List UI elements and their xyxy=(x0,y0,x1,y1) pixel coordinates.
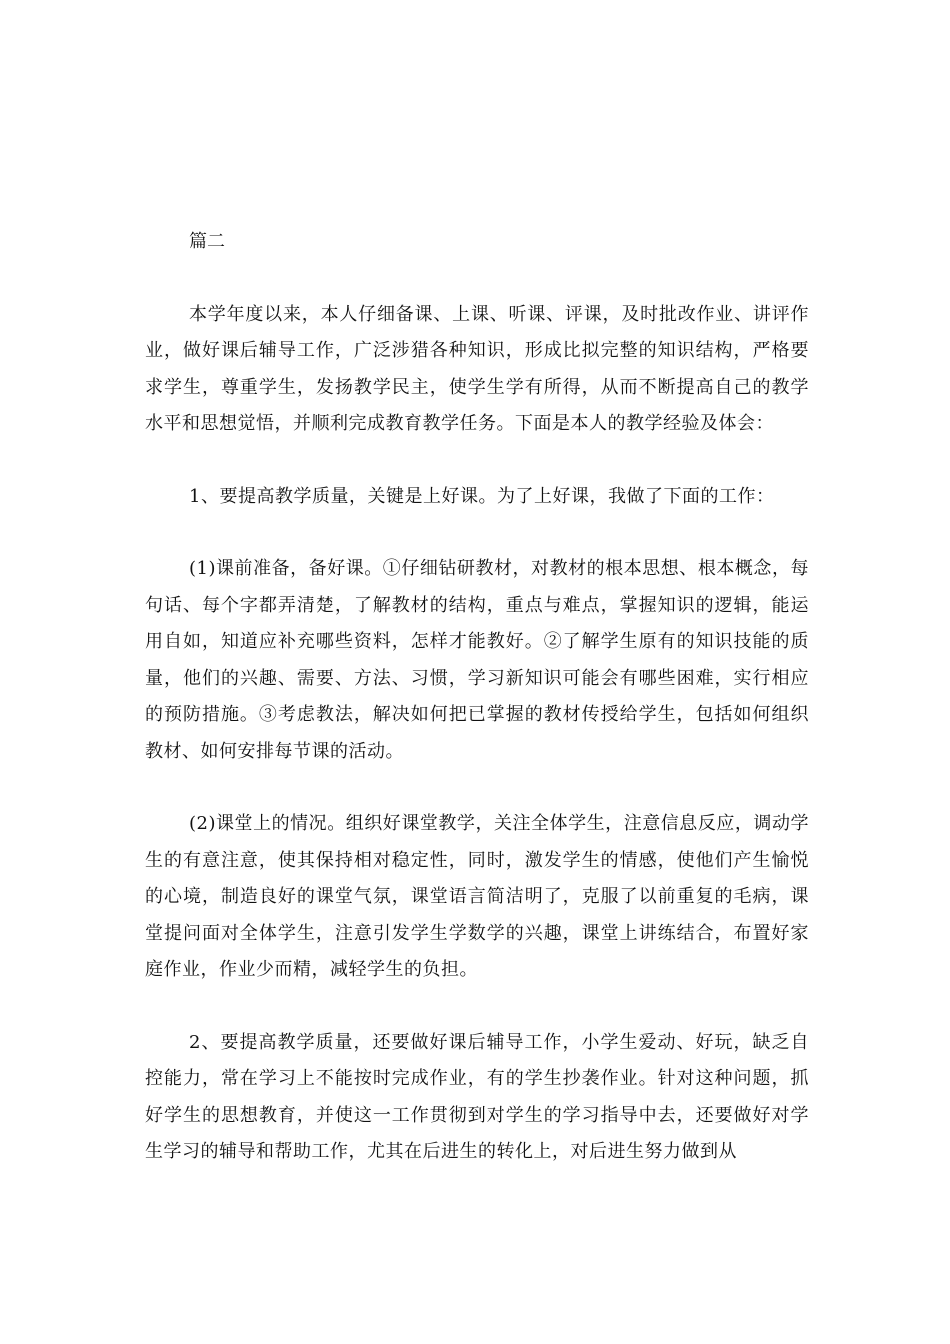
paragraph-intro: 本学年度以来，本人仔细备课、上课、听课、评课，及时批改作业、讲评作业，做好课后辅导工作，广泛涉猎各种知识，形成比拟完整的知识结构，严格要求学生，尊重学生，发扬教学民主，使学生学有所得，从而不断提高自己的教学水平和思想觉悟，并顺利完成教育教学任务。下面是本人的教学经验及体会： xyxy=(145,303,809,434)
document-body xyxy=(145,224,809,1207)
paragraph-point-1: 1、要提高教学质量，关键是上好课。为了上好课，我做了下面的工作： xyxy=(189,485,775,507)
paragraph-subpoint-1: (1)课前准备，备好课。①仔细钻研教材，对教材的根本思想、根本概念，每句话、每个字都弄清楚，了解教材的结构，重点与难点，掌握知识的逻辑，能运用自如，知道应补充哪些资料，怎样才能教好。②了解学生原有的知识技能的质量，他们的兴趣、需要、方法、习惯，学习新知识可能会有哪些困难，实行相应的预防措施。③考虑教法，解决如何把已掌握的教材传授给学生，包括如何组织教材、如何安排每节课的活动。 xyxy=(145,558,809,762)
paragraph-subpoint-2: (2)课堂上的情况。组织好课堂教学，关注全体学生，注意信息反应，调动学生的有意注意，使其保持相对稳定性，同时，激发学生的情感，使他们产生愉悦的心境，制造良好的课堂气氛，课堂语言简洁明了，克服了以前重复的毛病，课堂提问面对全体学生，注意引发学生学数学的兴趣，课堂上讲练结合，布置好家庭作业，作业少而精，减轻学生的负担。 xyxy=(145,813,809,980)
paragraph-point-2: 2、要提高教学质量，还要做好课后辅导工作，小学生爱动、好玩，缺乏自控能力，常在学习上不能按时完成作业，有的学生抄袭作业。针对这种问题，抓好学生的思想教育，并使这一工作贯彻到对学生的学习指导中去，还要做好对学生学习的辅导和帮助工作，尤其在后进生的转化上，对后进生努力做到从 xyxy=(145,1031,809,1162)
section-heading: 篇二 xyxy=(189,231,225,252)
